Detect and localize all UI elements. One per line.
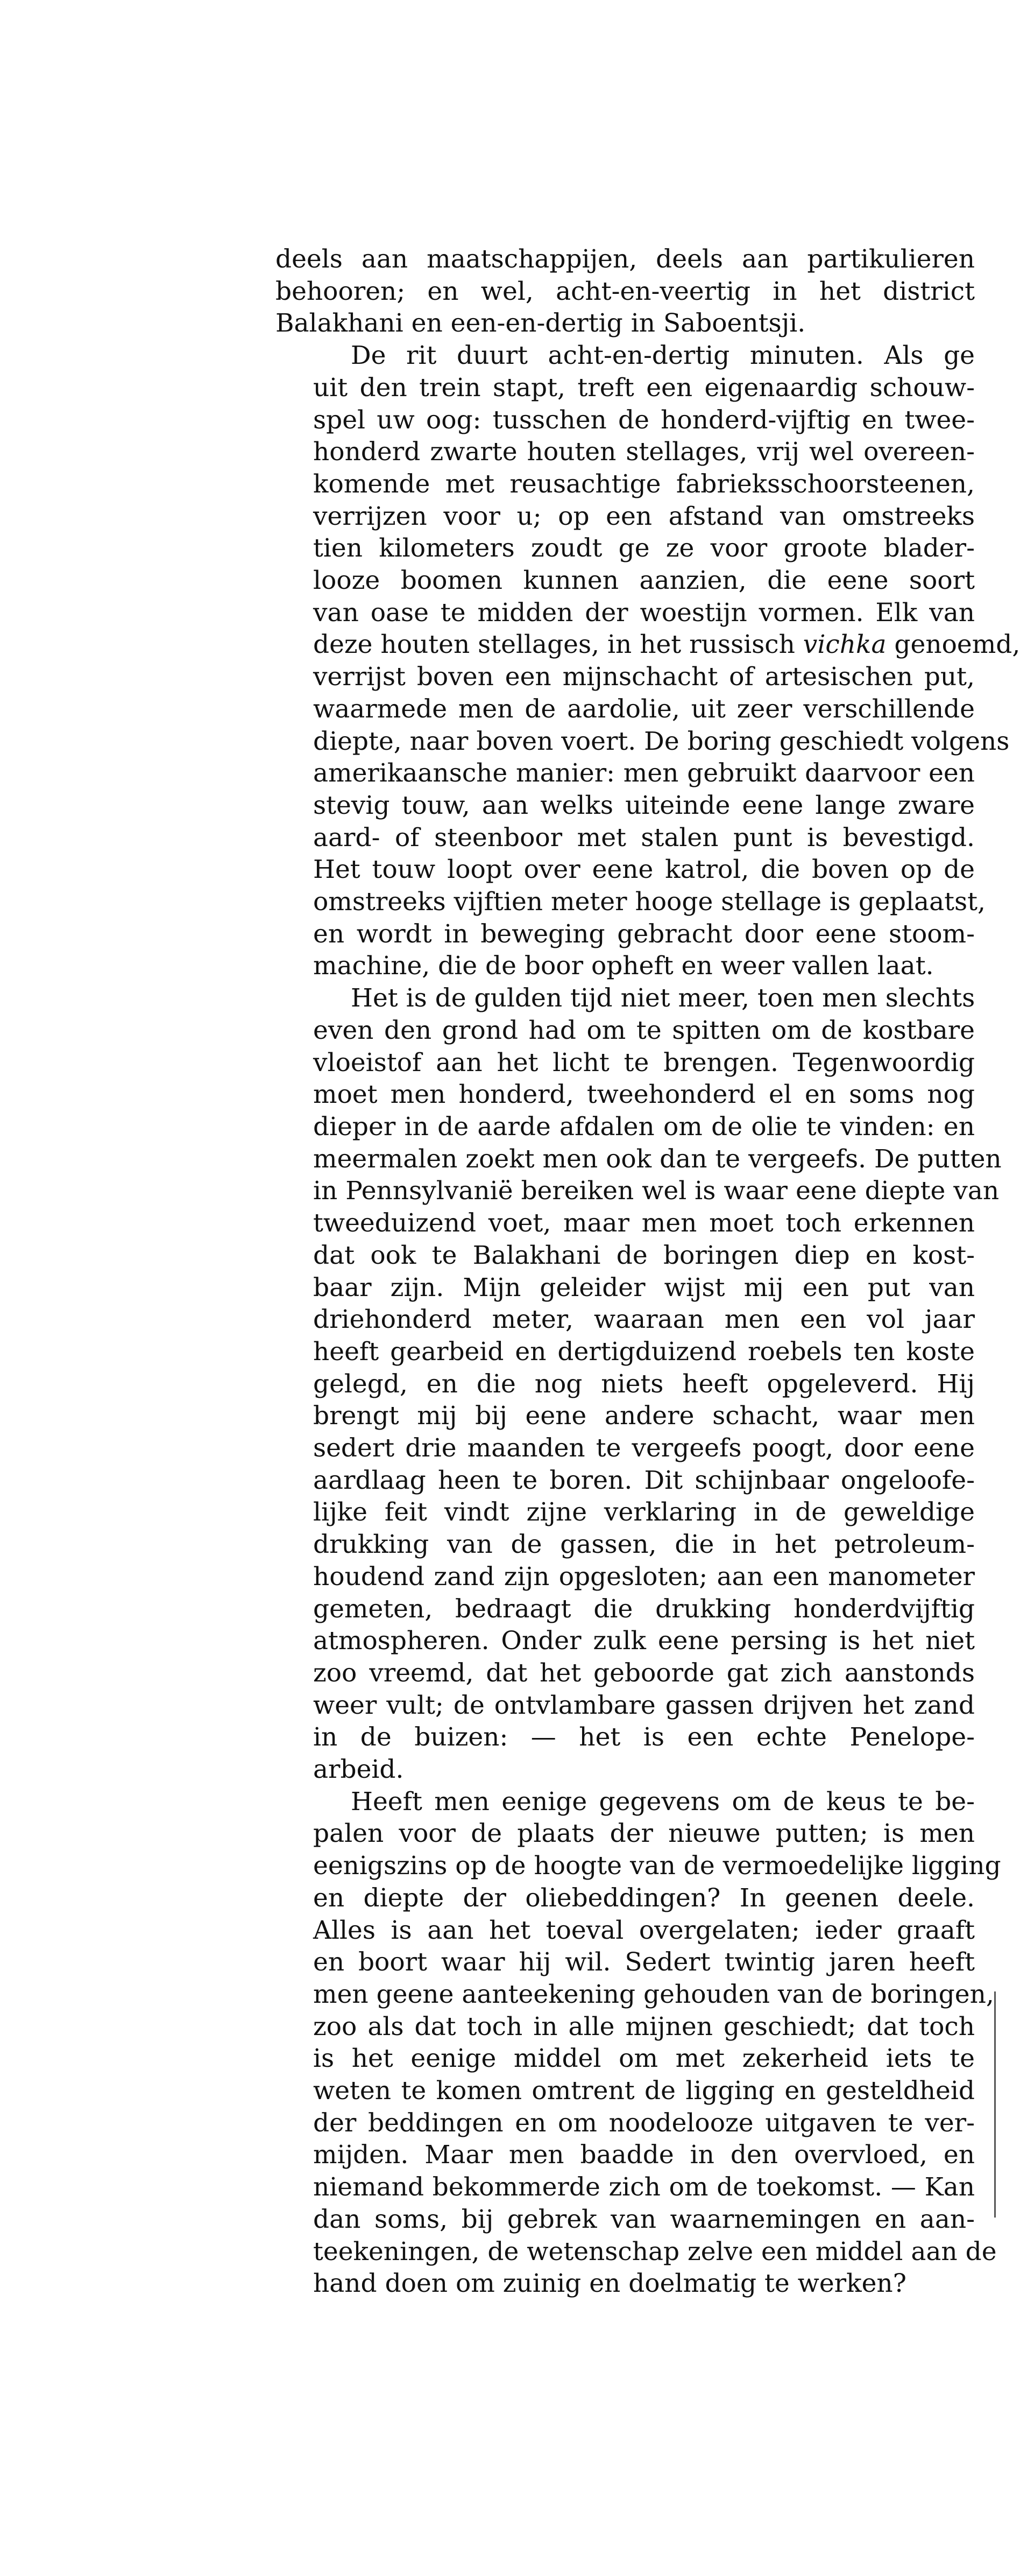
text-line: zoo vreemd, dat het geboorde gat zich aanstonds (313, 1658, 975, 1688)
text-line: drukking van de gassen, die in het petroleum- (313, 1530, 975, 1560)
text-line: baar zijn. Mijn geleider wijst mij een put van (313, 1272, 975, 1303)
text-line: in Pennsylvanië bereiken wel is waar eene diepte van (313, 1176, 1000, 1206)
text-line: deels aan maatschappijen, deels aan partikulieren (275, 244, 975, 274)
text-line: en wordt in beweging gebracht door eene stoom- (313, 919, 975, 949)
text-line: eenigszins op de hoogte van de vermoedelijke ligging (313, 1851, 1001, 1881)
body-text-column (275, 243, 1020, 2300)
text-line: aardlaag heen te boren. Dit schijnbaar ongeloofe- (313, 1465, 975, 1495)
text-line: waarmede men de aardolie, uit zeer verschillende (313, 694, 975, 724)
text-line: sedert drie maanden te vergeefs poogt, door eene (313, 1433, 975, 1463)
text-line: is het eenige middel om met zekerheid iets te (313, 2044, 975, 2074)
text-line: Het is de gulden tijd niet meer, toen men slechts (351, 983, 975, 1013)
text-line: behooren; en wel, acht-en-veertig in het district (275, 276, 975, 306)
text-line: stevig touw, aan welks uiteinde eene lange zware (313, 790, 975, 820)
text-line: Heeft men eenige gegevens om de keus te be- (351, 1786, 975, 1817)
text-line: zoo als dat toch in alle mijnen geschiedt; dat toch (313, 2011, 975, 2042)
margin-line-mark (994, 1991, 996, 2218)
text-line: dieper in de aarde afdalen om de olie te vinden: en (313, 1111, 975, 1142)
text-line: mijden. Maar men baadde in den overvloed, en (313, 2140, 975, 2170)
text-line: van oase te midden der woestijn vormen. Elk van (313, 597, 975, 628)
text-line: teekeningen, de wetenschap zelve een middel aan de (313, 2236, 997, 2267)
text-line: moet men honderd, tweehonderd el en soms nog (313, 1080, 975, 1110)
text-line: niemand bekommerde zich om de toekomst. — Kan (313, 2172, 975, 2202)
text-line: en boort waar hij wil. Sedert twintig jaren heeft (313, 1947, 975, 1977)
text-line: gelegd, en die nog niets heeft opgeleverd. Hij (313, 1369, 975, 1399)
text-line: verrijst boven een mijnschacht of artesischen put, (313, 662, 975, 692)
text-line: dan soms, bij gebrek van waarnemingen en aan- (313, 2204, 975, 2234)
text-line: looze boomen kunnen aanzien, die eene soort (313, 566, 975, 596)
text-line: driehonderd meter, waaraan men een vol jaar (313, 1305, 975, 1335)
text-line: Balakhani en een-en-dertig in Saboentsji. (275, 308, 806, 339)
text-line: diepte, naar boven voert. De boring geschiedt volgens (313, 726, 1010, 756)
text-line: palen voor de plaats der nieuwe putten; is men (313, 1819, 975, 1849)
text-line: spel uw oog: tusschen de honderd-vijftig en twee- (313, 405, 975, 435)
paragraph (275, 340, 1020, 982)
text-line: men geene aanteekening gehouden van de boringen, (313, 1979, 994, 2009)
paragraph (275, 243, 975, 340)
text-line: lijke feit vindt zijne verklaring in de geweldige (313, 1497, 975, 1528)
text-line: atmospheren. Onder zulk eene persing is het niet (313, 1626, 975, 1656)
text-line: meermalen zoekt men ook dan te vergeefs. De putten (313, 1144, 1002, 1174)
text-line: Alles is aan het toeval overgelaten; ieder graaft (313, 1915, 975, 1945)
text-line: en diepte der oliebeddingen? In geenen deele. (313, 1883, 975, 1913)
text-line: gemeten, bedraagt die drukking honderdvijftig (313, 1594, 975, 1624)
italic-term: vichka (803, 630, 887, 660)
text-line: brengt mij bij eene andere schacht, waar men (313, 1401, 975, 1431)
text-line: heeft gearbeid en dertigduizend roebels ten koste (313, 1336, 975, 1367)
text-line: machine, die de boor opheft en weer vallen laat. (313, 951, 934, 981)
text-line: weer vult; de ontvlambare gassen drijven het zand (313, 1690, 975, 1720)
text-line: arbeid. (313, 1755, 404, 1785)
text-line: weten te komen omtrent de ligging en gesteldheid (313, 2076, 975, 2106)
text-line: honderd zwarte houten stellages, vrij wel overeen- (313, 437, 975, 467)
text-line: deze houten stellages, in het russisch vichka genoemd, (313, 630, 1020, 660)
text-line: dat ook te Balakhani de boringen diep en kost- (313, 1240, 975, 1270)
text-line: tien kilometers zoudt ge ze voor groote blader- (313, 533, 975, 564)
text-line: houdend zand zijn opgesloten; aan een manometer (313, 1561, 975, 1592)
text-line: der beddingen en om noodelooze uitgaven te ver- (313, 2108, 975, 2138)
text-line: amerikaansche manier: men gebruikt daarvoor een (313, 758, 975, 789)
paragraph (275, 1786, 1001, 2300)
text-line: even den grond had om te spitten om de kostbare (313, 1015, 975, 1045)
text-line: verrijzen voor u; op een afstand van omstreeks (313, 501, 975, 531)
paragraph (275, 982, 1002, 1786)
text-line: tweeduizend voet, maar men moet toch erkennen (313, 1208, 975, 1238)
text-line: hand doen om zuinig en doelmatig te werken? (313, 2269, 906, 2299)
text-line: vloeistof aan het licht te brengen. Tegenwoordig (313, 1047, 975, 1078)
text-line: komende met reusachtige fabrieksschoorsteenen, (313, 469, 975, 499)
text-line: Het touw loopt over eene katrol, die boven op de (313, 855, 975, 885)
text-line: De rit duurt acht-en-dertig minuten. Als ge (351, 341, 975, 371)
text-line: aard- of steenboor met stalen punt is bevestigd. (313, 822, 975, 853)
text-line: uit den trein stapt, treft een eigenaardig schouw- (313, 372, 975, 403)
text-line: omstreeks vijftien meter hooge stellage is geplaatst, (313, 887, 986, 917)
text-line: in de buizen: — het is een echte Penelope- (313, 1722, 975, 1752)
